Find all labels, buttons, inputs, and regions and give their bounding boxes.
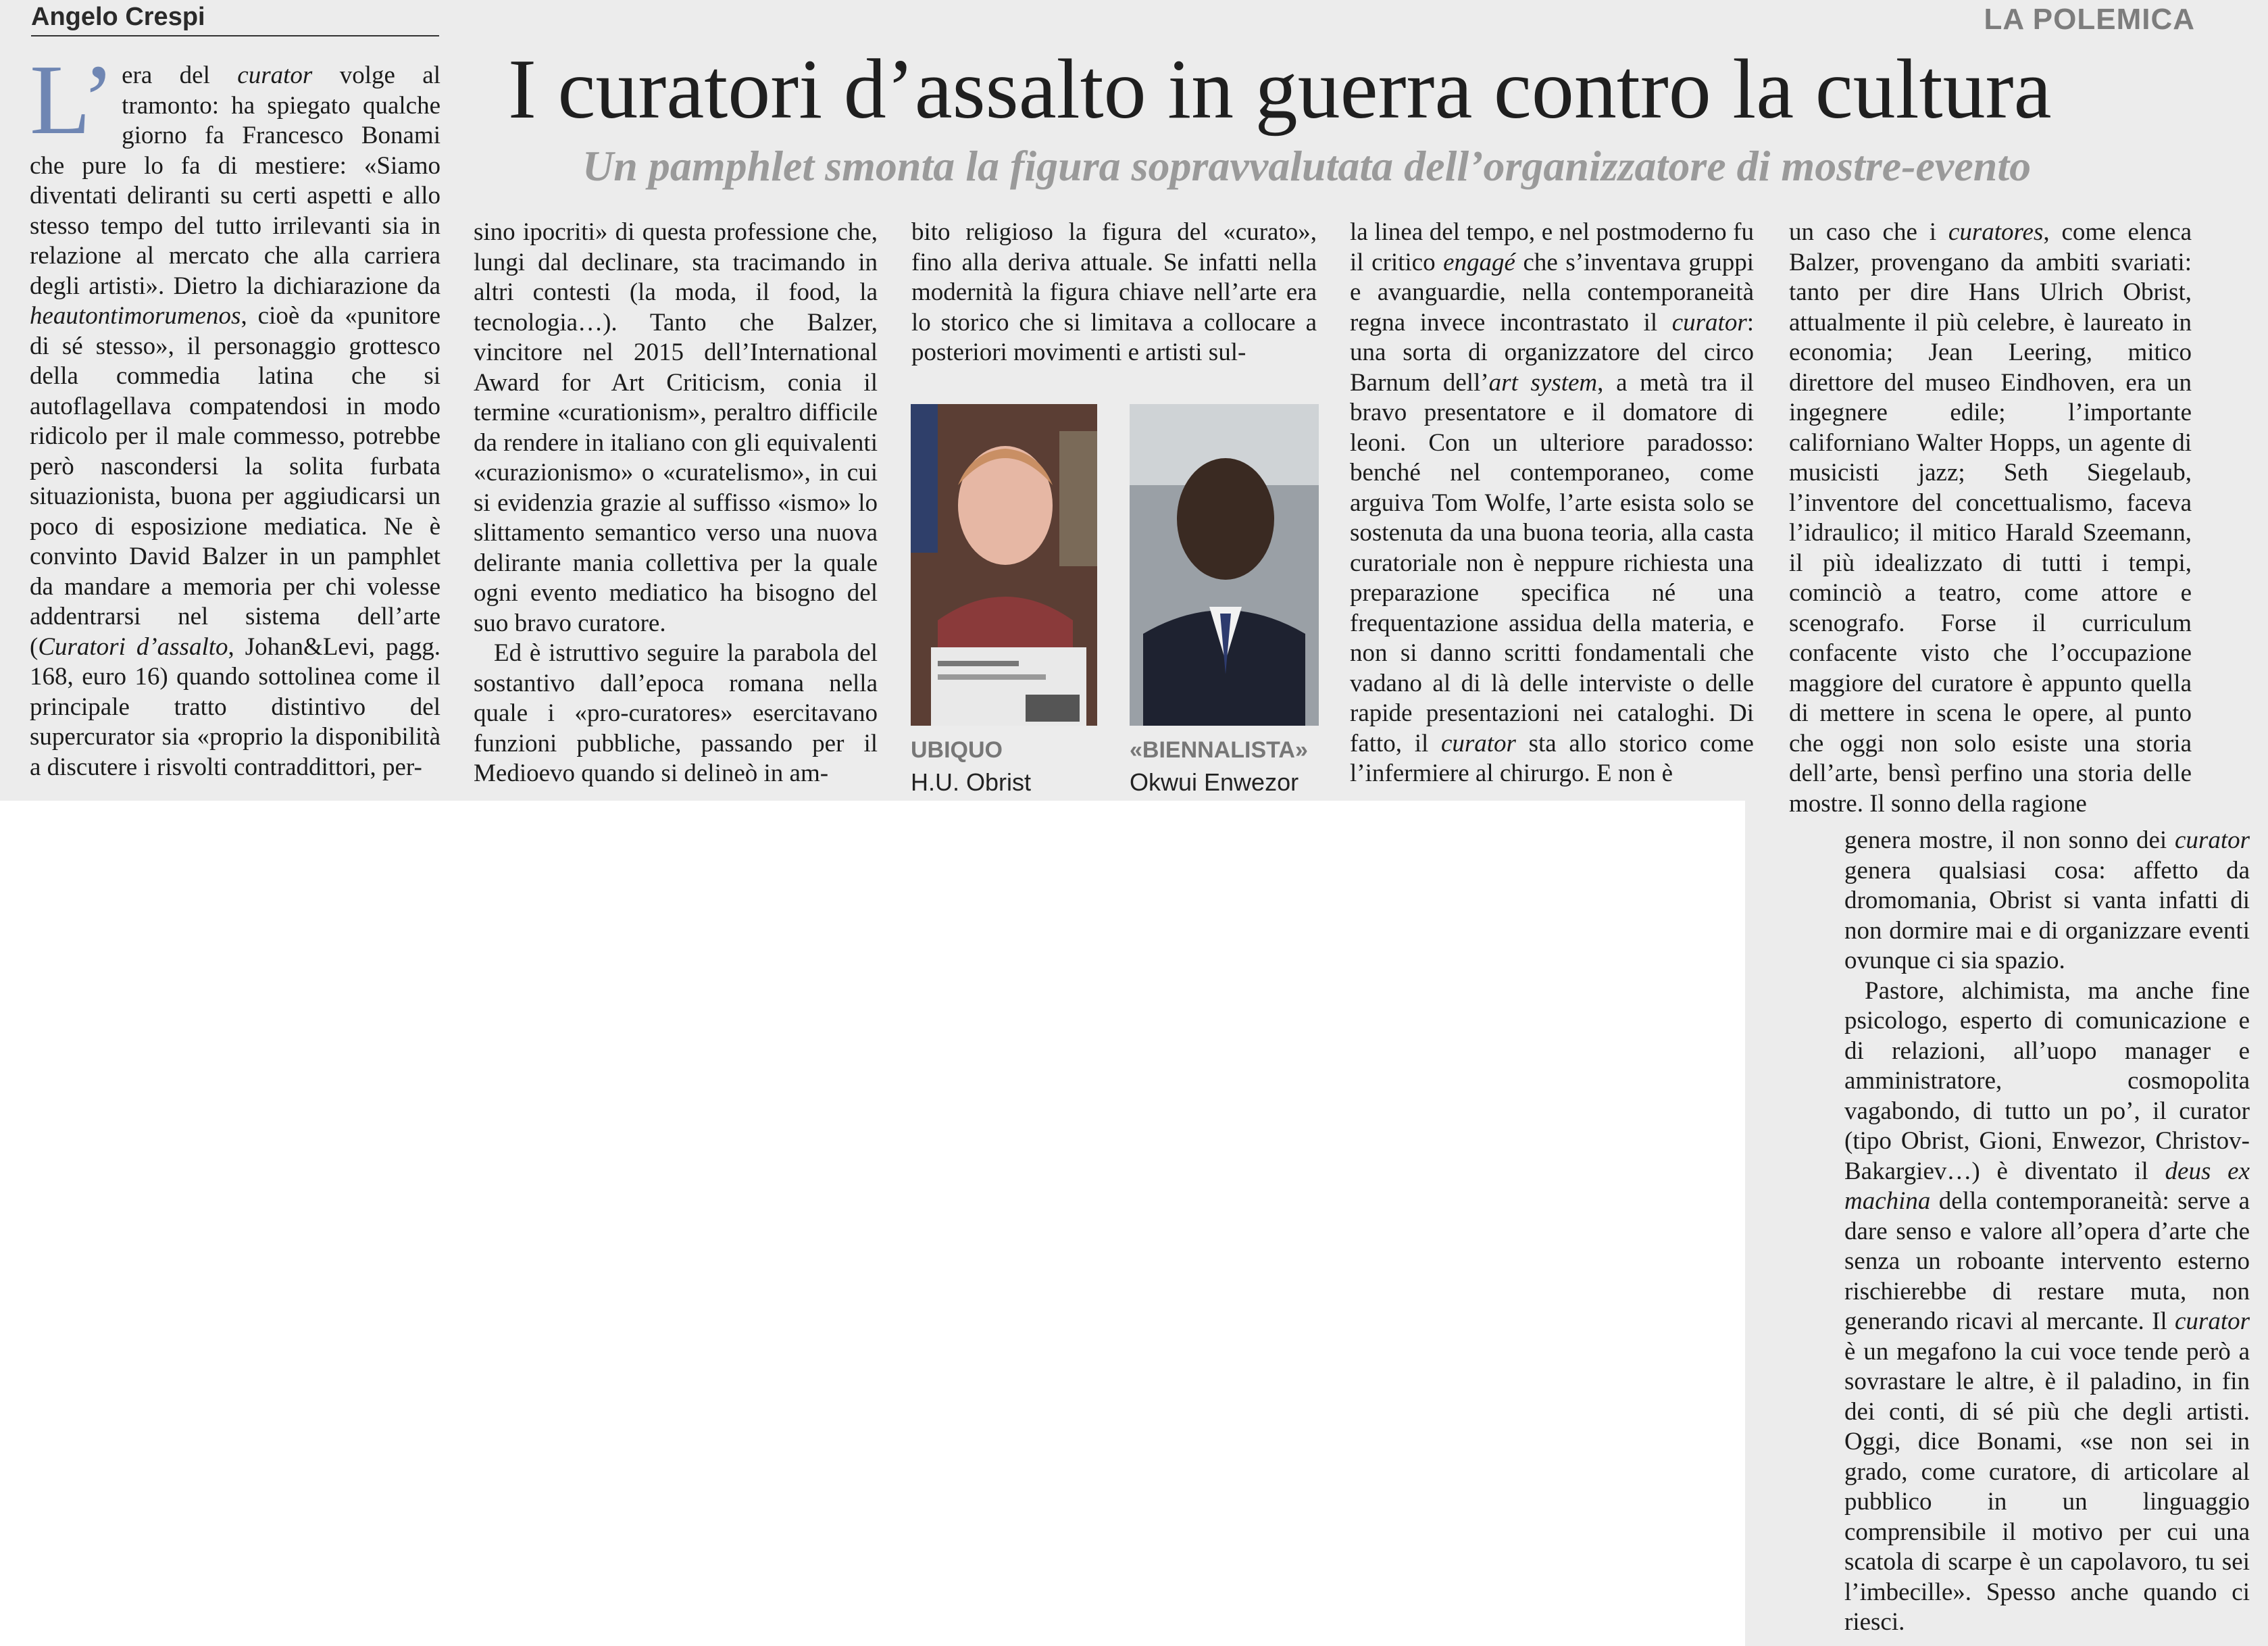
text-italic: curator (237, 61, 313, 89)
text: : una sorta di organizzatore del circo Barnum dell’ (1350, 308, 1754, 397)
caption-name: H.U. Obrist (911, 768, 1032, 796)
text: genera qualsiasi cosa: affetto da dromomania, Obrist si vanta infatti di non dormire mai e di organizzare eventi ovunque ci sia spazio. (1844, 856, 2250, 974)
caption-label: «BIENNALISTA» (1130, 737, 1308, 763)
enwezor-portrait-icon (1130, 404, 1319, 726)
text: della contemporaneità: serve a dare senso e valore all’opera d’arte che senza un roboante intervento esterno rischierebbe di restare muta, non generando ricavi al mercante. Il (1844, 1187, 2250, 1335)
obrist-caption (911, 734, 1031, 799)
text-italic: curator (1671, 308, 1747, 336)
text: Pastore, alchimista, ma anche fine psicologo, esperto di comunicazione e di relazioni, all’uopo manager e amministratore, cosmopolita vagabondo, di tutto un po’, il curator (tipo Obrist, Gioni, Enwezor, Christov-Bakargiev…) è diventato il (1844, 976, 2250, 1185)
article-column-2 (474, 218, 878, 789)
text: , Johan&Levi, pagg. 168, euro 16) quando sottolinea come il principale tratto distintivo del supercurator sia «proprio la disponibilità a discutere i risvolti contraddittori, per- (30, 632, 441, 781)
article-column-4 (1350, 218, 1754, 789)
text-italic: curator (2175, 826, 2250, 854)
text-italic: Curatori d’assalto (38, 632, 228, 661)
subheadline: Un pamphlet smonta la figura sopravvalutata dell’organizzatore di mostre-evento (582, 142, 2032, 190)
text-italic: curator (1440, 729, 1516, 757)
text: è un megafono la cui voce tende però a sovrastare le altre, è il paladino, in fin dei conti, di sé più che degli artisti. Oggi, dice Bonami, «se non sei in grado, come curatore, di articolare al pubblico in un linguaggio comprensibile il motivo per cui una scatola di scarpe è un capolavoro, tu sei l’imbecille». Spesso anche quando ci riesci. (1844, 1337, 2250, 1636)
text: era del (122, 61, 238, 89)
paragraph: sino ipocriti» di questa professione che, lungi dal declinare, sta tracimando in altri contesti (la moda, il food, la tecnologia…). Tanto che Balzer, vincitore nel 2015 dell’International Award for Art Criticism, conia il termine «curationism», peraltro difficile da rendere in italiano con gli equivalenti «curazionismo» o «curatelismo», in cui si evidenzia grazie al suffisso «ismo» lo slittamento semantico verso una nuova delirante mania collettiva per la quale ogni evento mediatico ha bisogno del suo bravo curatore. (474, 218, 878, 637)
section-label: LA POLEMICA (1984, 3, 2195, 36)
article-column-6 (1844, 826, 2250, 1638)
headline: I curatori d’assalto in guerra contro la cultura (508, 43, 2052, 136)
obrist-photo (911, 404, 1097, 726)
text: che s’inventava gruppi e avanguardie, nella contemporaneità regna invece incontrastato il (1350, 248, 1754, 336)
text: genera mostre, il non sonno dei (1844, 826, 2175, 854)
paragraph (1844, 976, 2250, 1638)
text: la linea del tempo, e nel postmoderno fu il critico (1350, 218, 1754, 276)
paragraph: Ed è istruttivo seguire la parabola del sostantivo dall’epoca romana nella quale i «pro-curatores» esercitavano funzioni pubbliche, passando per il Medioevo quando si delineò in am- (474, 639, 878, 787)
text: sta allo storico come l’infermiere al chirurgo. E non è (1350, 729, 1754, 787)
text-italic: heautontimorumenos (30, 302, 241, 330)
caption-label: UBIQUO (911, 737, 1003, 763)
text: un caso che i (1789, 218, 1948, 246)
text: , a metà tra il bravo presentatore e il domatore di leoni. Con un ulteriore paradosso: benché nel contemporaneo, come arguiva Tom Wolfe, l’arte esista solo se sostenuta da una buona teoria, alla casta curatoriale non è neppure richiesta una preparazione specifica né una frequentazione assidua della materia, e non si danno scritti fondamentali che vadano al di là delle interviste o delle rapide presentazioni nei cataloghi. Di fatto, il (1350, 368, 1754, 757)
text-italic: engagé (1443, 248, 1515, 276)
article-column-5 (1789, 218, 2192, 819)
paragraph (1844, 826, 2250, 976)
paragraph: bito religioso la figura del «curato», fino alla deriva attuale. Se infatti nella modernità la figura chiave nell’arte era lo storico che si limitava a collocare a posteriori movimenti e artisti sul- (911, 218, 1317, 366)
text-italic: art system (1488, 368, 1598, 397)
text-italic: deus ex machina (1844, 1157, 2250, 1215)
text: , cioè da «punitore di sé stesso», il personaggio grottesco della commedia latina che si autoflagellava compatendosi in modo ridicolo per il male commesso, potrebbe però nascondersi la solita furbata situazionista, buona per aggiudicarsi un poco di esposizione mediatica. Ne è convinto David Balzer in un pamphlet da mandare a memoria per chi volesse addentrarsi nel sistema dell’arte ( (30, 302, 440, 661)
obrist-portrait-icon (911, 404, 1097, 726)
caption-name: Okwui Enwezor (1130, 768, 1299, 796)
text: , come elenca Balzer, provengano da ambiti svariati: tanto per dire Hans Ulrich Obrist, attualmente il più celebre, è laureato in economia; Jean Leering, mitico direttore del museo Eindhoven, era un ingegnere edile; l’importante californiano Walter Hopps, un agente di musicisti jazz; Seth Siegelaub, l’inventore del concettualismo, faceva l’idraulico; il mitico Harald Szeemann, il più idealizzato di tutti i tempi, cominciò a teatro, come attore e scenografo. Forse il curriculum confacente visto che l’occupazione maggiore del curatore è appunto quella di mettere in scena le opere, al punto che oggi non solo esiste una storia dell’arte, bensì perfino una storia delle mostre. Il sonno della ragione (1789, 218, 2192, 818)
article-column-3 (911, 218, 1317, 368)
text-italic: curatores (1948, 218, 2044, 246)
text-italic: curator (2175, 1307, 2250, 1335)
article-column-1 (30, 45, 441, 782)
byline-rule (31, 35, 439, 36)
text: volge al tramonto: ha spiegato qualche giorno fa Francesco Bonami che pure lo fa di mestiere: «Siamo diventati deliranti su certi aspetti e allo stesso tempo del tutto irrilevanti sia in relazione al mercato che alla carriera degli artisti». Dietro la dichiarazione da (30, 61, 441, 300)
enwezor-photo (1130, 404, 1319, 726)
drop-cap: L’ (30, 45, 116, 155)
enwezor-caption (1130, 734, 1308, 799)
byline: Angelo Crespi (31, 3, 205, 31)
